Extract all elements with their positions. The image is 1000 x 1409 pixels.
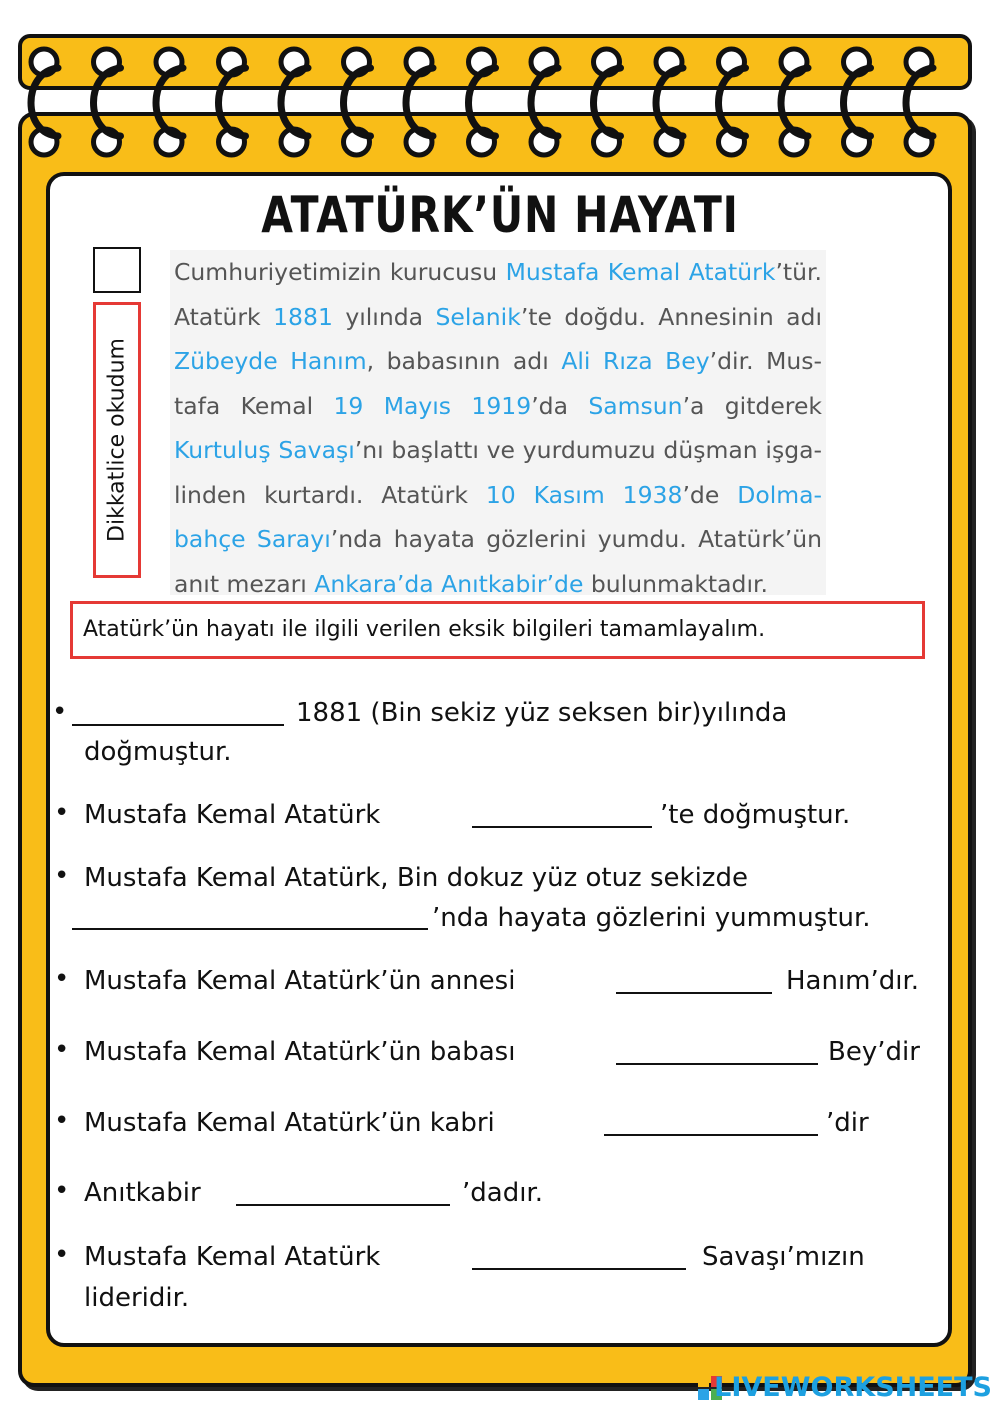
question-1-text-cont: doğmuştur. <box>84 737 232 767</box>
answer-blank-4[interactable] <box>616 968 772 994</box>
bullet: • <box>54 1035 70 1065</box>
spiral-ring <box>219 49 246 155</box>
spiral-ring <box>156 49 183 155</box>
highlighted-fact: Zübeyde Hanım <box>174 347 367 375</box>
read-confirmation-label <box>93 302 141 578</box>
highlighted-fact: Dolma- <box>737 480 822 509</box>
spiral-ring <box>531 49 558 155</box>
spiral-ring <box>344 49 371 155</box>
passage-line <box>174 295 822 340</box>
passage-line <box>174 250 822 295</box>
reading-passage <box>170 250 826 598</box>
passage-line <box>174 339 822 384</box>
highlighted-fact: Selanik <box>435 302 521 331</box>
answer-blank-6[interactable] <box>604 1110 818 1136</box>
spiral-ring <box>281 49 308 155</box>
answer-blank-8[interactable] <box>472 1244 686 1270</box>
highlighted-fact: 1881 <box>273 302 333 331</box>
bullet: • <box>54 861 70 891</box>
spiral-rings <box>22 38 962 168</box>
passage-line <box>174 428 822 473</box>
answer-blank-3[interactable] <box>72 904 428 930</box>
passage-text: anıt mezarı <box>174 569 315 598</box>
question-5-suffix: Bey’dir <box>828 1037 920 1067</box>
passage-text: yılında <box>332 302 436 331</box>
spiral-ring <box>906 49 933 155</box>
highlighted-fact: bahçe Sarayı <box>174 525 331 553</box>
passage-line <box>174 517 822 562</box>
liveworksheets-watermark: LIVEWORKSHEETS <box>714 1372 992 1403</box>
passage-text: Atatürk <box>174 302 274 331</box>
spiral-ring <box>469 49 496 155</box>
passage-text: ’dir. Mus- <box>709 347 822 375</box>
highlighted-fact: Kurtuluş Savaşı <box>174 436 355 464</box>
answer-blank-7[interactable] <box>236 1180 450 1206</box>
passage-line <box>174 562 822 607</box>
answer-blank-1[interactable] <box>72 700 284 726</box>
passage-text: ’tür. <box>775 258 822 286</box>
bullet: • <box>54 1240 70 1270</box>
answer-blank-5[interactable] <box>616 1039 818 1065</box>
spiral-ring <box>844 49 871 155</box>
instruction-box: Atatürk’ün hayatı ile ilgili verilen eksik bilgileri tamamlayalım. <box>70 601 925 659</box>
question-2-text: Mustafa Kemal Atatürk <box>84 800 381 830</box>
passage-line <box>174 384 822 429</box>
question-6-suffix: ’dir <box>826 1108 869 1138</box>
passage-text: tafa Kemal <box>174 391 334 420</box>
bullet: • <box>54 964 70 994</box>
spiral-ring <box>594 49 621 155</box>
highlighted-fact: Ankara’da Anıtkabir’de <box>314 569 584 598</box>
bullet: • <box>54 1176 70 1206</box>
question-7-suffix: ’dadır. <box>462 1178 543 1208</box>
spiral-ring <box>406 49 433 155</box>
passage-text: ’de <box>682 480 738 509</box>
passage-text: linden kurtardı. Atatürk <box>174 480 486 509</box>
spiral-ring <box>31 49 58 155</box>
read-checkbox[interactable] <box>93 247 141 293</box>
passage-text: ’nda hayata gözlerini yumdu. Atatürk’ün <box>330 525 822 553</box>
bullet: • <box>54 1106 70 1136</box>
bullet: • <box>52 697 68 727</box>
question-2-suffix: ’te doğmuştur. <box>660 800 851 830</box>
question-8-text-cont: lideridir. <box>84 1283 190 1313</box>
question-3-suffix: ’nda hayata gözlerini yummuştur. <box>432 903 871 933</box>
answer-blank-2[interactable] <box>472 802 652 828</box>
spiral-ring <box>719 49 746 155</box>
passage-text: ’te doğdu. Annesinin adı <box>520 302 822 331</box>
highlighted-fact: 10 Kasım 1938 <box>485 480 683 509</box>
question-3-text: Mustafa Kemal Atatürk, Bin dokuz yüz otuz sekizde <box>84 863 748 893</box>
passage-text: Cumhuriyetimizin kurucusu <box>174 258 506 286</box>
highlighted-fact: Samsun <box>588 391 683 420</box>
question-4-suffix: Hanım’dır. <box>786 966 920 996</box>
spiral-ring <box>781 49 808 155</box>
question-5-text: Mustafa Kemal Atatürk’ün babası <box>84 1037 516 1067</box>
passage-text: ’da <box>531 391 589 420</box>
highlighted-fact: Ali Rıza Bey <box>561 347 710 375</box>
question-7-text: Anıtkabir <box>84 1178 201 1208</box>
page-title: ATATÜRK’ÜN HAYATI <box>261 186 739 244</box>
highlighted-fact: 19 Mayıs 1919 <box>333 391 532 420</box>
question-4-text: Mustafa Kemal Atatürk’ün annesi <box>84 966 516 996</box>
read-label-text: Dikkatlice okudum <box>104 338 130 542</box>
question-1-text: 1881 (Bin sekiz yüz seksen bir)yılında <box>296 698 788 728</box>
question-8-text: Mustafa Kemal Atatürk <box>84 1242 381 1272</box>
passage-text: ’a gitderek <box>682 391 823 420</box>
question-8-suffix: Savaşı’mızın <box>702 1242 865 1272</box>
passage-text: bulunmaktadır. <box>583 569 768 598</box>
question-6-text: Mustafa Kemal Atatürk’ün kabri <box>84 1108 495 1138</box>
spiral-ring <box>656 49 683 155</box>
highlighted-fact: Mustafa Kemal Atatürk <box>505 258 776 286</box>
spiral-ring <box>94 49 121 155</box>
passage-line <box>174 473 822 518</box>
passage-text: ’nı başlattı ve yurdumuzu düşman işga- <box>354 436 822 464</box>
passage-text: , babasının adı <box>366 347 562 375</box>
bullet: • <box>54 798 70 828</box>
